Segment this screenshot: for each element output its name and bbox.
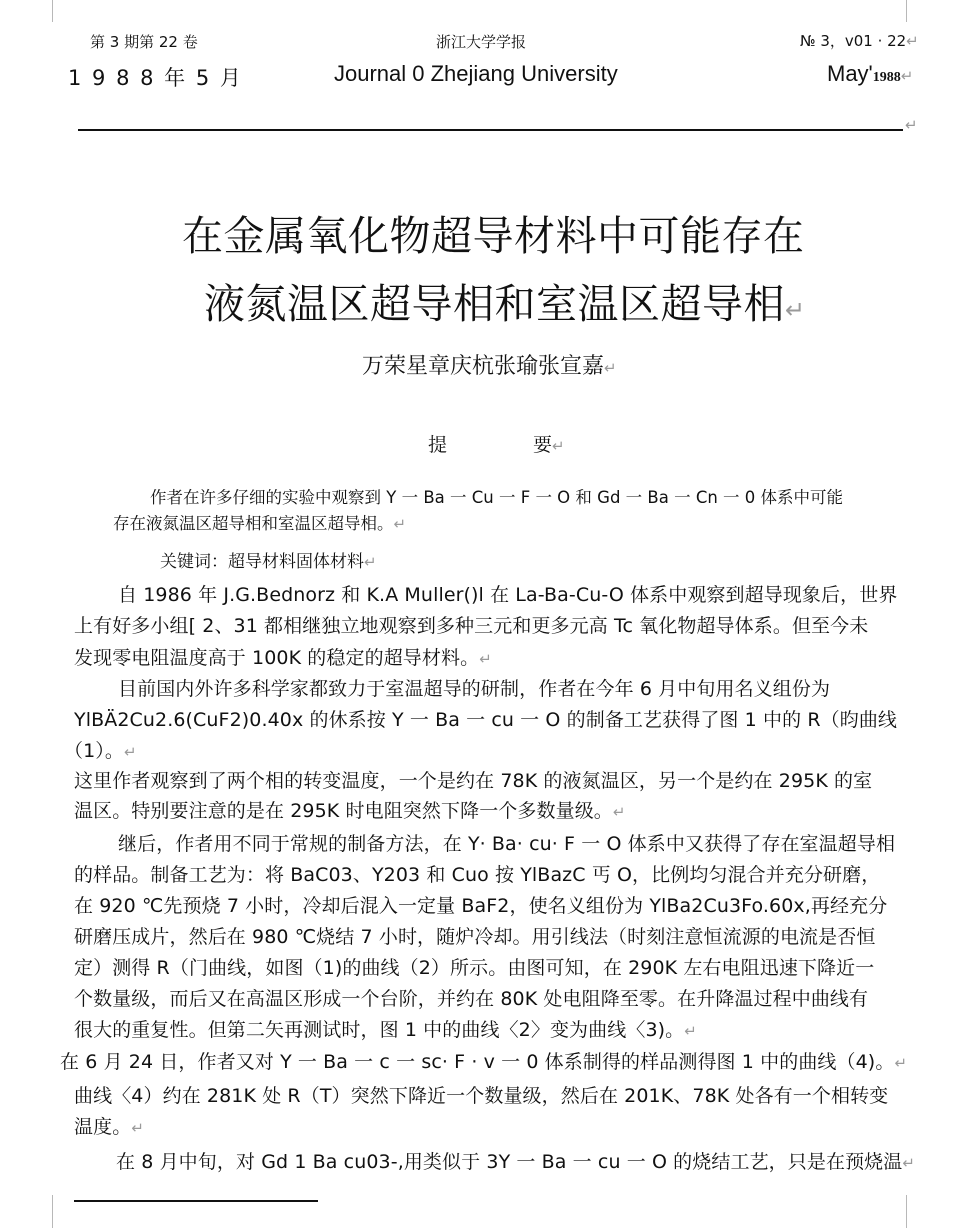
paragraph-mark: ↵ [902,1154,916,1172]
body-p1-line: 自 1986 年 J.G.Bednorz 和 K.A Muller()l 在 La-Ba-Cu-O 体系中观察到超导现象后，世界 [118,584,898,606]
keywords-text: 关键词：超导材料固体材料 [160,552,364,572]
paragraph-mark: ↵ [894,1054,908,1072]
body-p2-line [64,736,137,763]
crop-mark-top-right [906,0,907,22]
header-date-en-month: May' [827,61,873,86]
paragraph-mark: ↵ [393,515,407,533]
body-p3-line: 这里作者观察到了两个相的转变温度，一个是约在 78K 的液氮温区，另一个是约在 295K 的室 [74,770,873,792]
paragraph-mark: ↵ [900,68,914,85]
title-line-2-text: 液氮温区超导相和室温区超导相 [204,280,785,328]
abstract-line-2-text: 存在液氮温区超导相和室温区超导相。 [113,514,394,533]
body-p5-line [74,1112,144,1139]
header-date-cn: 1 9 8 8 年 5 月 [68,66,243,90]
header-rule [78,129,903,131]
paragraph-mark: ↵ [604,359,617,377]
paragraph-mark: ↵ [684,1022,697,1040]
body-p4-line-text: 很大的重复性。但第二矢再测试时，图 1 中的曲线〈2〉变为曲线〈3)。 [74,1019,685,1041]
title-line-2 [204,271,806,330]
body-p6-line [116,1147,915,1174]
header-issue-en-text: № 3，v01 · 22 [800,32,907,50]
paragraph-mark: ↵ [785,296,806,324]
body-p1-line: 上有好多小组[ 2、31 都相继独立地观察到多种三元和更多元高 Tc 氧化物超导体系。但至今未 [74,615,869,637]
body-p2-line: 目前国内外许多科学家都致力于室温超导的研制，作者在今年 6 月中旬用名义组份为 [118,678,831,700]
body-p5-line-text: 在 6 月 24 日，作者又对 Y 一 Ba 一 c 一 sc· F · v 一 0 体系制得的样品测得图 1 中的曲线（4)。 [60,1051,895,1073]
body-p3-line-text: 温区。特别要注意的是在 295K 时电阻突然下降一个多数量级。 [74,800,613,822]
body-p1-line-text: 发现零电阻温度高于 100K 的稳定的超导材料。 [74,647,480,669]
header-date-en-year: 1988 [872,70,901,85]
body-p3-line [74,796,626,823]
paragraph-mark: ↵ [906,32,919,50]
body-p5-line [60,1047,907,1074]
title-line-1: 在金属氧化物超导材料中可能存在 [182,212,805,260]
crop-mark-top-left [52,0,53,22]
paragraph-mark: ↵ [124,743,137,761]
body-p2-line-text: （1）。 [64,740,124,762]
body-p4-line: 在 920 ℃先预烧 7 小时，冷却后混入一定量 BaF2，使名义组份为 YlBa2Cu3Fo.60x,再经充分 [74,895,888,917]
body-p4-line: 的样品。制备工艺为：将 BaC03、Y203 和 Cuo 按 YlBazC 丐 O，比例均匀混合并充分研磨， [74,864,881,886]
keywords [160,547,377,572]
body-p4-line: 定）测得 R（门曲线，如图（1)的曲线（2）所示。由图可知，在 290K 左右电阻迅速下降近一 [74,957,875,979]
abstract-heading-right [533,430,565,457]
paragraph-mark: ↵ [479,650,492,668]
crop-mark-bottom-left [52,1195,53,1228]
paragraph-mark: ↵ [364,553,377,571]
abstract-heading-left: 提 [428,434,448,456]
paragraph-mark: ↵ [612,803,626,821]
authors-text: 万荣星章庆杭张瑜张宣嘉 [362,354,605,379]
body-p4-line: 继后，作者用不同于常规的制备方法，在 Y· Ba· cu· F 一 O 体系中又获得了存在室温超导相 [118,833,896,855]
abstract-heading-right-text: 要 [533,434,553,456]
paragraph-mark: ↵ [131,1119,144,1137]
header-journal-cn: 浙江大学学报 [436,33,527,51]
header-issue-cn: 第 3 期第 22 卷 [90,33,198,51]
body-p4-line [74,1015,697,1042]
abstract-line-1: 作者在许多仔细的实验中观察到 Y 一 Ba 一 Cu 一 F 一 O 和 Gd 一 Ba 一 Cn 一 0 体系中可能 [150,488,844,507]
body-p2-line: YlBÄ2Cu2.6(CuF2)0.40x 的休系按 Y 一 Ba 一 cu 一 O 的制备工艺获得了图 1 中的 R（昀曲线 [74,709,898,731]
body-p1-line [74,643,492,670]
body-p5-line-text: 温度。 [74,1116,132,1138]
authors [362,349,617,380]
body-p6-line-text: 在 8 月中旬，对 Gd 1 Ba cu03-,用类似于 3Y 一 Ba 一 cu 一 O 的烧结工艺，只是在预烧温 [116,1151,903,1173]
paragraph-mark: ↵ [552,437,565,455]
paragraph-mark: ↵ [905,116,918,134]
body-p4-line: 研磨压成片，然后在 980 ℃烧结 7 小时，随炉冷却。用引线法（时刻注意恒流源的电流是否恒 [74,926,876,948]
footnote-separator [74,1200,318,1202]
abstract-line-2 [113,510,406,534]
header-journal-en: Journal 0 Zhejiang University [334,61,618,86]
body-p4-line: 个数量级，而后又在高温区形成一个台阶，并约在 80K 处电阻降至零。在升降温过程中曲线有 [74,988,869,1010]
body-p5-line: 曲线〈4）约在 281K 处 R（T）突然下降近一个数量级，然后在 201K、78K 处各有一个相转变 [74,1085,889,1107]
header-date-en [827,61,913,87]
crop-mark-bottom-right [906,1195,907,1228]
header-issue-en [800,30,919,51]
